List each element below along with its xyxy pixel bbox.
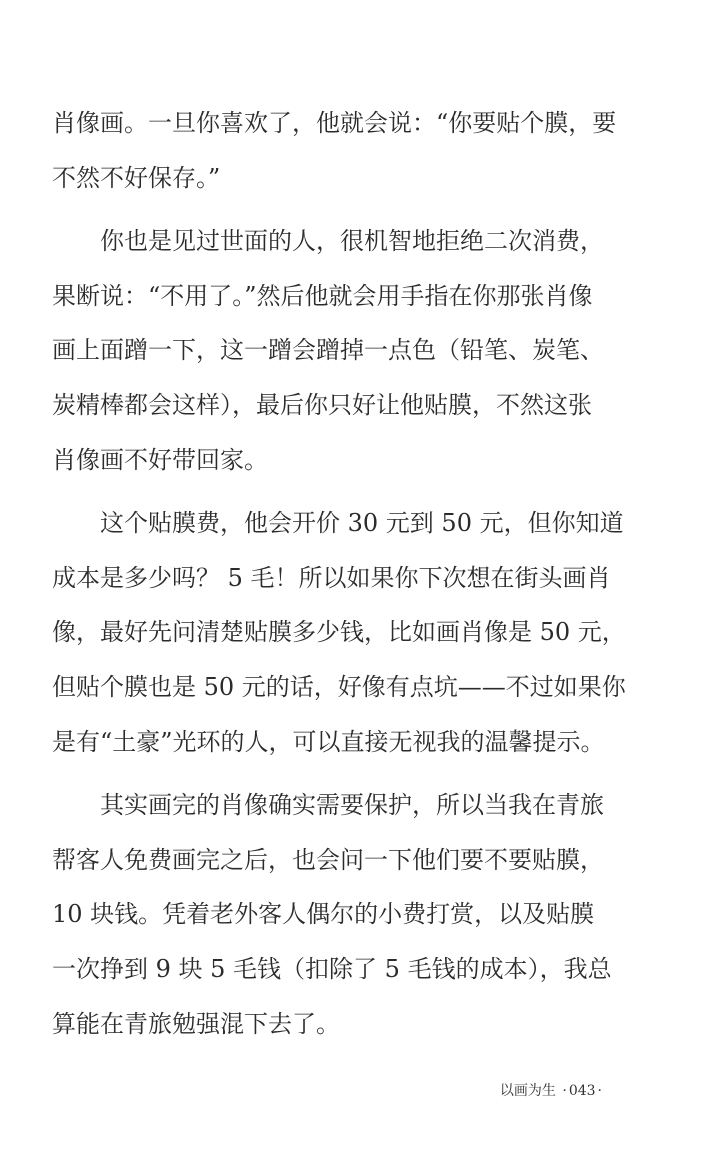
text-line: 不然不好保存。” — [52, 163, 221, 192]
footer-dot: · — [562, 1083, 567, 1099]
text-line: 但贴个膜也是 50 元的话，好像有点坑——不过如果你 — [52, 672, 626, 701]
text-line: 成本是多少吗？ 5 毛！所以如果你下次想在街头画肖 — [52, 563, 611, 592]
page-footer — [500, 1080, 604, 1100]
text-line: 帮客人免费画完之后，也会问一下他们要不要贴膜， — [52, 845, 604, 874]
text-line: 炭精棒都会这样），最后你只好让他贴膜，不然这张 — [52, 390, 592, 419]
page-number: 043 — [568, 1083, 596, 1099]
chapter-title: 以画为生 — [499, 1083, 556, 1099]
text-line: 其实画完的肖像确实需要保护，所以当我在青旅 — [52, 791, 604, 820]
text-line: 你也是见过世面的人，很机智地拒绝二次消费， — [52, 227, 604, 256]
text-line: 像，最好先问清楚贴膜多少钱，比如画肖像是 50 元， — [52, 618, 626, 647]
text-line: 果断说：“不用了。”然后他就会用手指在你那张肖像 — [52, 281, 593, 310]
text-line: 10 块钱。凭着老外客人偶尔的小费打赏，以及贴膜 — [52, 900, 595, 929]
text-line: 这个贴膜费，他会开价 30 元到 50 元，但你知道 — [52, 509, 624, 538]
text-line: 肖像画。一旦你喜欢了，他就会说：“你要贴个膜，要 — [52, 109, 617, 137]
text-line: 一次挣到 9 块 5 毛钱（扣除了 5 毛钱的成本），我总 — [52, 954, 612, 983]
text-line: 是有“土豪”光环的人，可以直接无视我的温馨提示。 — [52, 727, 605, 756]
text-line: 算能在青旅勉强混下去了。 — [52, 1009, 340, 1038]
text-line: 肖像画不好带回家。 — [52, 445, 268, 474]
body-text — [52, 96, 626, 1051]
footer-dot: · — [597, 1083, 602, 1099]
text-line: 画上面蹭一下，这一蹭会蹭掉一点色（铅笔、炭笔、 — [52, 336, 604, 365]
